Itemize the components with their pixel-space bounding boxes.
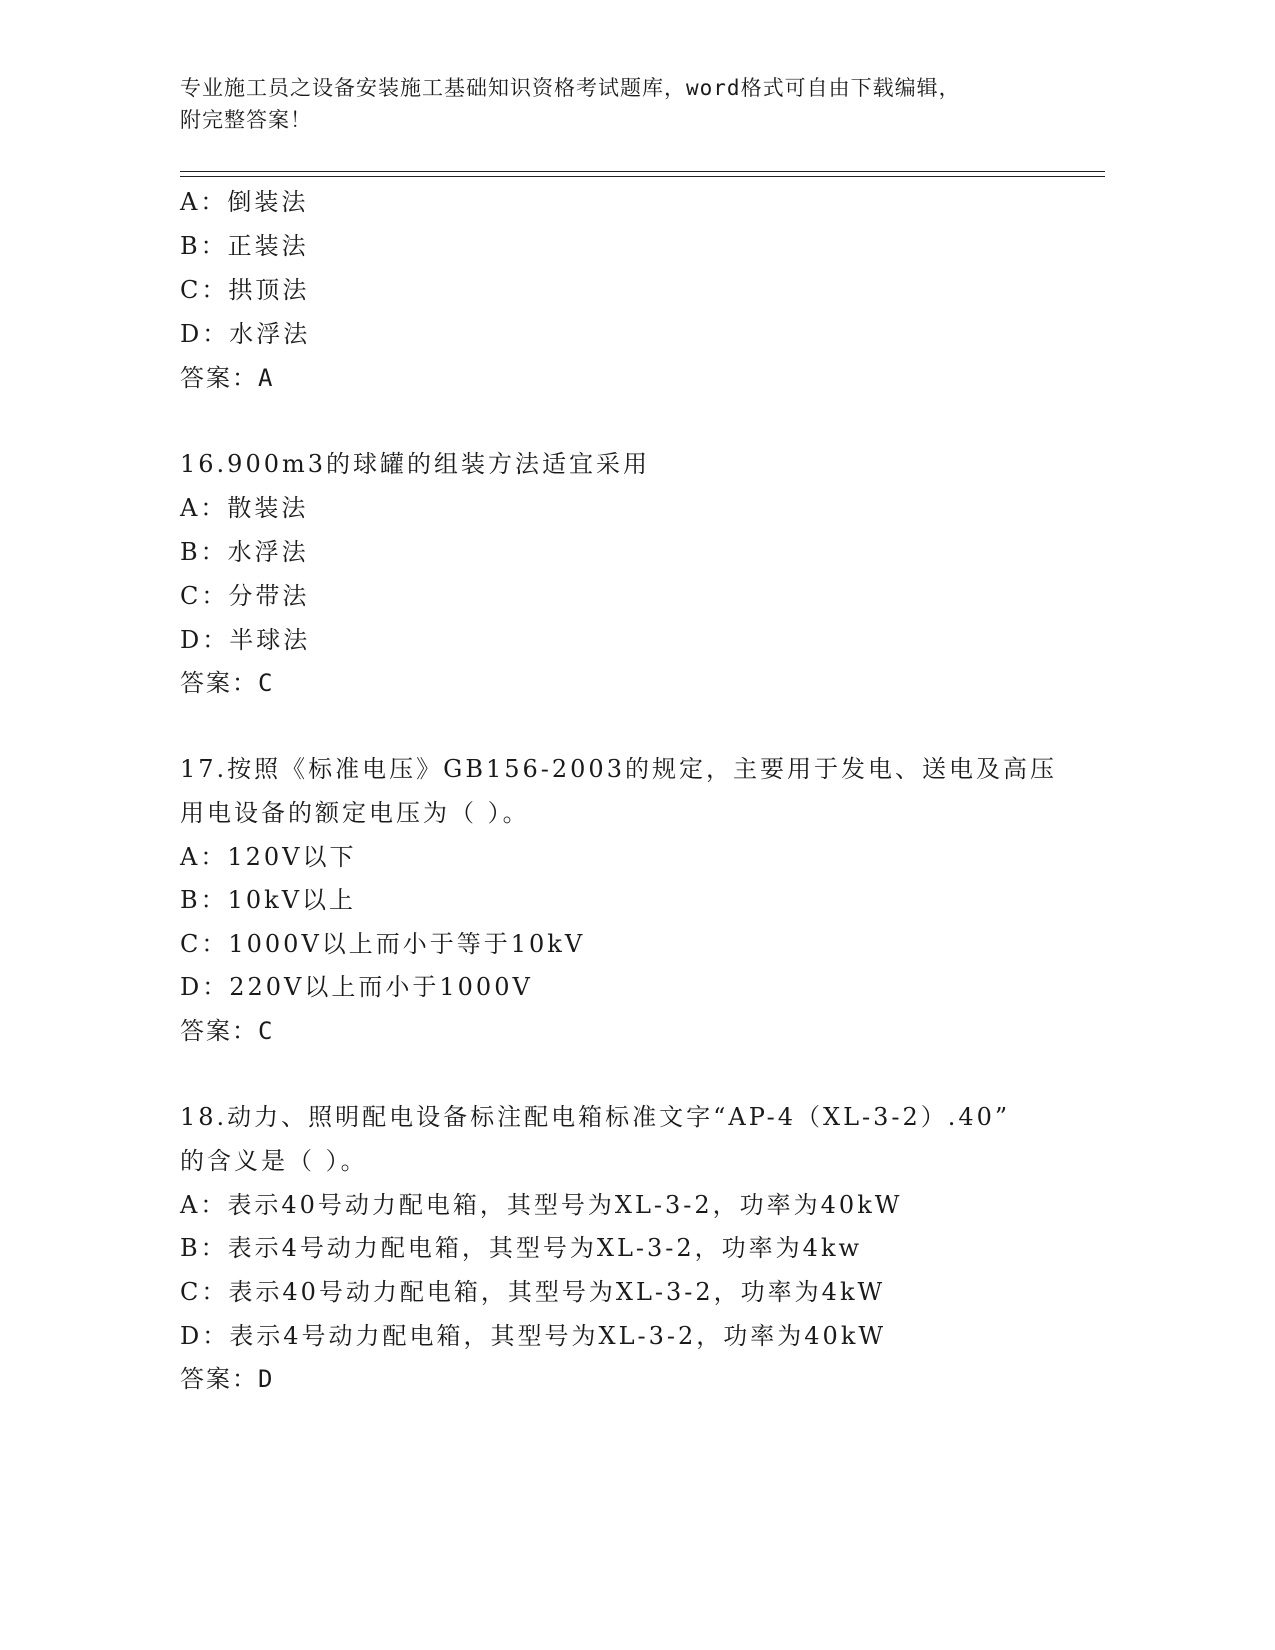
option-c: C：表示40号动力配电箱，其型号为XL-3-2，功率为4kW <box>180 1278 886 1306</box>
option-a: A：表示40号动力配电箱，其型号为XL-3-2，功率为40kW <box>180 1191 903 1219</box>
answer-line <box>180 667 274 699</box>
answer-label: 答案： <box>180 1017 258 1045</box>
header-divider <box>180 171 1105 172</box>
question-stem-continued: 的含义是（ ）。 <box>180 1147 368 1175</box>
question-stem: 16.900m3的球罐的组装方法适宜采用 <box>180 450 651 478</box>
answer-label: 答案： <box>180 669 258 697</box>
option-b: B：10kV以上 <box>180 886 357 914</box>
answer-line <box>180 362 274 394</box>
option-d: D：半球法 <box>180 626 311 654</box>
option-a: A：倒装法 <box>180 188 309 216</box>
answer-value: C <box>258 1017 275 1045</box>
option-c: C：1000V以上而小于等于10kV <box>180 930 586 958</box>
option-b: B：水浮法 <box>180 538 309 566</box>
option-d: D：220V以上而小于1000V <box>180 973 533 1001</box>
answer-value: C <box>258 669 275 697</box>
answer-line <box>180 1015 274 1047</box>
question-stem: 18.动力、照明配电设备标注配电箱标准文字“AP-4（XL-3-2）.40” <box>180 1103 1011 1131</box>
option-a: A：120V以下 <box>180 843 357 871</box>
option-d: D：水浮法 <box>180 320 311 348</box>
document-header <box>180 72 1080 136</box>
answer-value: A <box>258 364 275 392</box>
answer-line <box>180 1363 274 1395</box>
question-stem: 17.按照《标准电压》GB156-2003的规定，主要用于发电、送电及高压 <box>180 755 1057 783</box>
answer-label: 答案： <box>180 1365 258 1393</box>
option-d: D：表示4号动力配电箱，其型号为XL-3-2，功率为40kW <box>180 1322 887 1350</box>
answer-label: 答案： <box>180 364 258 392</box>
answer-value: D <box>258 1365 275 1393</box>
header-line-1: 专业施工员之设备安装施工基础知识资格考试题库，word格式可自由下载编辑， <box>180 76 961 100</box>
question-stem-continued: 用电设备的额定电压为（ ）。 <box>180 799 530 827</box>
header-line-2: 附完整答案！ <box>180 108 312 132</box>
option-c: C：拱顶法 <box>180 276 310 304</box>
option-b: B：表示4号动力配电箱，其型号为XL-3-2，功率为4kw <box>180 1234 863 1262</box>
option-c: C：分带法 <box>180 582 310 610</box>
option-b: B：正装法 <box>180 232 309 260</box>
header-divider-double <box>180 176 1105 177</box>
option-a: A：散装法 <box>180 494 309 522</box>
